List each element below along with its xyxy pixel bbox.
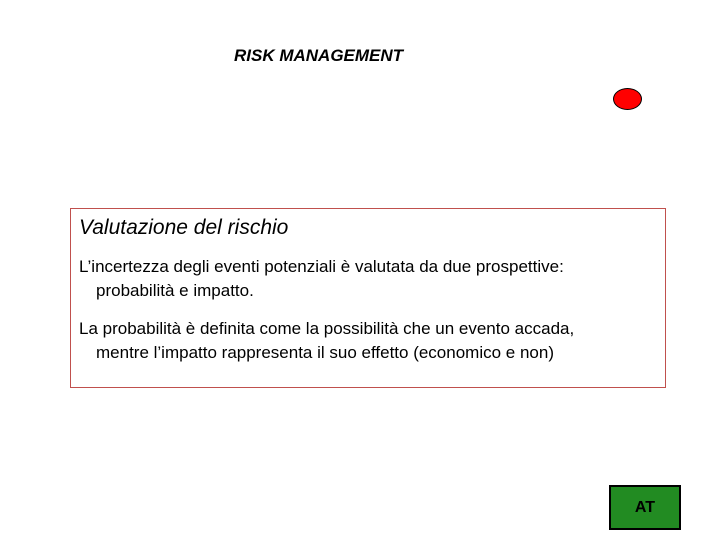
paragraph-uncertainty-line-2: probabilità e impatto. (96, 281, 254, 300)
at-badge-label: AT (634, 498, 656, 516)
paragraph-uncertainty (79, 255, 657, 303)
section-heading: Valutazione del rischio (79, 216, 289, 239)
page-title: RISK MANAGEMENT (234, 46, 404, 65)
content-box (70, 208, 666, 388)
at-badge (609, 485, 681, 530)
paragraph-uncertainty-line-1: L’incertezza degli eventi potenziali è valutata da due prospettive: (79, 257, 564, 276)
paragraph-probability-line-2: mentre l’impatto rappresenta il suo effetto (economico e non) (96, 343, 554, 362)
paragraph-probability-line-1: La probabilità è definita come la possibilità che un evento accada, (79, 319, 575, 338)
paragraph-probability (79, 317, 657, 365)
red-dot-marker (613, 88, 642, 110)
